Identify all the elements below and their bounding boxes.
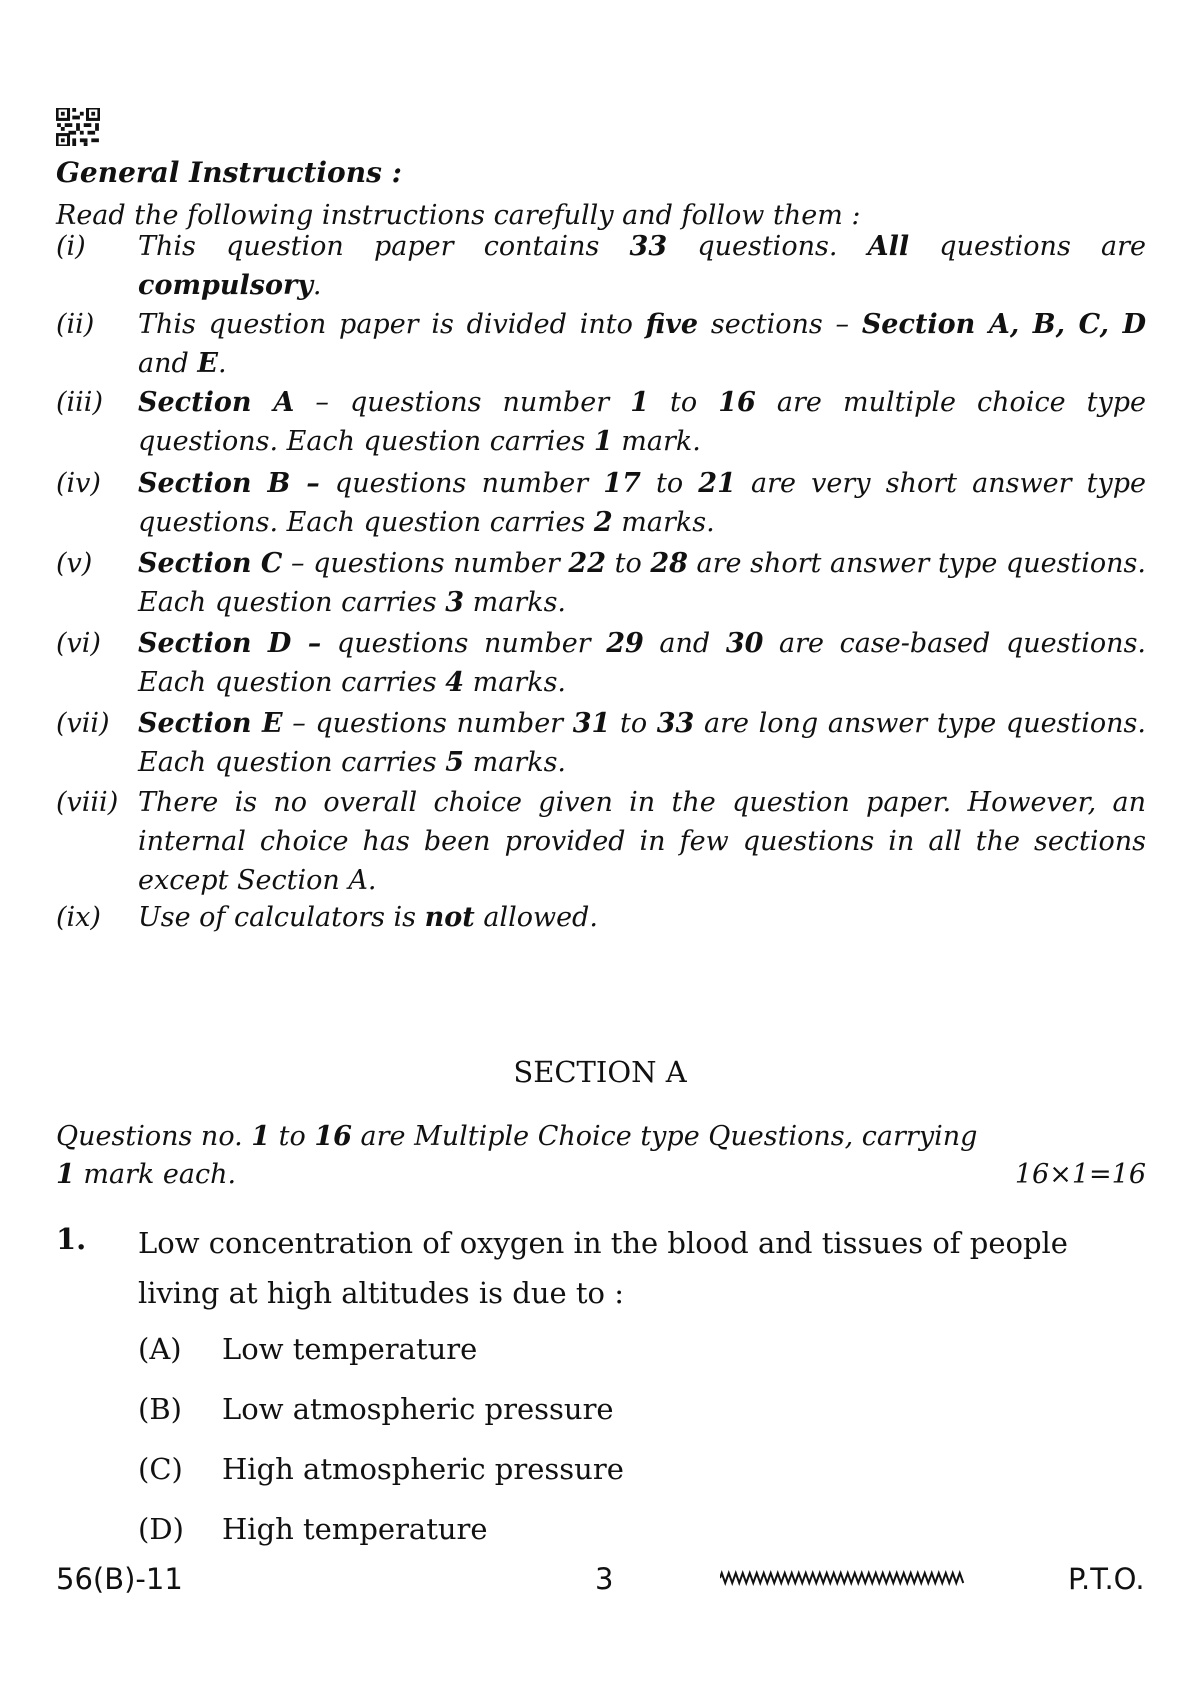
instruction-i: (i) This question paper contains 33 questions. All questions are compulsory. [56,231,1146,301]
instruction-ii: (ii) This question paper is divided into five sections – Section A, B, C, D and E. [56,309,1146,379]
option-b: (B) Low atmospheric pressure [138,1392,614,1426]
section-intro-line2: 1 mark each. 16×1=16 [56,1156,1146,1194]
instruction-viii: (viii) There is no overall choice given in the question paper. However, an internal choice has been provided in few questions in all the sections except Section A. [56,787,1146,896]
page-number: 3 [595,1562,614,1596]
instruction-iv: (iv) Section B – questions number 17 to 21 are very short answer type questions. Each question carries 2 marks. [56,468,1147,538]
option-c: (C) High atmospheric pressure [138,1452,624,1486]
section-heading: SECTION A [513,1055,687,1089]
option-a: (A) Low temperature [138,1332,478,1366]
section-intro [56,1118,1146,1194]
instruction-vii: (vii) Section E – questions number 31 to 33 are long answer type questions. Each question carries 5 marks. [56,708,1146,778]
instruction-vi: (vi) Section D – questions number 29 and 30 are case-based questions. Each question carries 4 marks. [56,628,1147,698]
question-text: Low concentration of oxygen in the blood and tissues of people living at high altitudes is due to : [138,1226,1068,1310]
general-instructions-intro: Read the following instructions carefully and follow them : [56,200,861,231]
question-number: 1. [56,1222,87,1256]
section-marks: 16×1=16 [1014,1159,1146,1190]
general-instructions-title: General Instructions : [56,156,402,189]
instruction-iii: (iii) Section A – questions number 1 to 16 are multiple choice type questions. Each question carries 1 mark. [56,387,1146,457]
pto-label: P.T.O. [1068,1562,1145,1596]
wavy-line-icon [720,1570,965,1586]
instruction-v: (v) Section C – questions number 22 to 28 are short answer type questions. Each question carries 3 marks. [56,548,1146,618]
instruction-ix: (ix) Use of calculators is not allowed. [56,902,598,933]
qr-code-icon [56,108,100,146]
option-d: (D) High temperature [138,1512,488,1546]
section-intro-line1: Questions no. 1 to 16 are Multiple Choice type Questions, carrying [56,1121,978,1152]
paper-code: 56(B)-11 [56,1562,183,1596]
